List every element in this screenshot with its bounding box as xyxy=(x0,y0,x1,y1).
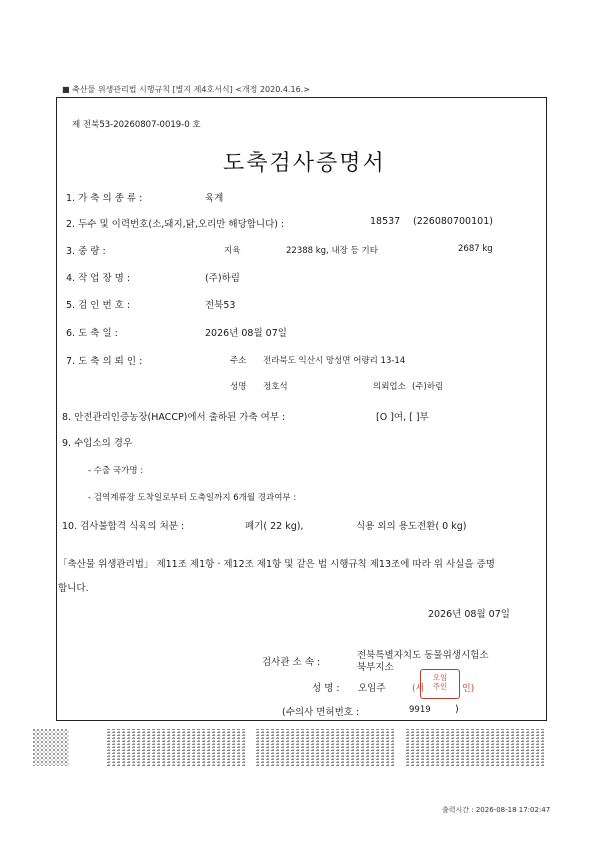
workplace-label: 4. 작 업 장 명 : xyxy=(66,273,131,284)
document-number: 제 전북53-20260807-0019-0 호 xyxy=(72,120,201,130)
inspection-stamp-number-value: 전북53 xyxy=(205,300,236,311)
slaughter-date-label: 6. 도 축 일 : xyxy=(66,328,118,339)
carcass-weight-label: 지육 xyxy=(224,246,241,256)
signature-close: 인) xyxy=(462,684,475,694)
export-country-label: - 수출 국가명 : xyxy=(88,466,144,476)
seal-text-bottom: 주인 xyxy=(432,682,448,691)
slaughter-date-value: 2026년 08월 07일 xyxy=(205,328,287,339)
client-company-label: 의뢰업소 xyxy=(373,382,406,392)
inspector-affiliation-line1: 전북특별자치도 동물위생시험소 xyxy=(357,650,489,661)
security-noise-strip xyxy=(406,729,546,766)
head-count-value: 18537 xyxy=(370,216,401,227)
vet-license-label: (수의사 면허번호 : xyxy=(282,707,360,718)
livestock-type-label: 1. 가 축 의 종 류 : xyxy=(66,193,143,204)
inspector-name-value: 오임주 xyxy=(358,683,386,694)
client-name-label: 성명 xyxy=(230,382,247,392)
conversion-weight-value: 식용 외의 용도전환( 0 kg) xyxy=(356,521,467,532)
document-title: 도축검사증명서 xyxy=(223,151,386,176)
vet-license-close: ) xyxy=(455,704,459,715)
head-count-label: 2. 두수 및 이력번호(소,돼지,닭,오리만 해당합니다) : xyxy=(66,219,285,230)
signature-open: (서 xyxy=(412,684,425,694)
haccp-label: 8. 안전관리인증농장(HACCP)에서 출하된 가축 여부 : xyxy=(62,412,286,423)
client-company-value: (주)하림 xyxy=(412,382,444,392)
weight-label: 3. 중 량 : xyxy=(66,246,106,257)
carcass-weight-value: 22388 kg, 내장 등 기타 xyxy=(286,246,378,256)
security-qr-pattern xyxy=(33,729,69,766)
haccp-answer: [O ]여, [ ]부 xyxy=(376,412,429,423)
workplace-value: (주)하림 xyxy=(205,273,240,284)
disposal-weight-value: 폐기( 22 kg), xyxy=(245,521,304,532)
inspector-affiliation-label: 검사관 소 속 : xyxy=(262,657,321,668)
vet-license-value: 9919 xyxy=(409,705,431,715)
seal-text-top: 오임 xyxy=(432,673,448,682)
certification-statement-line2: 합니다. xyxy=(58,583,89,594)
client-address-value: 전라북도 익산시 망성면 어량리 13-14 xyxy=(263,356,406,366)
inspector-affiliation-line2: 북부지소 xyxy=(357,662,394,673)
client-address-label: 주소 xyxy=(230,356,247,366)
issue-date: 2026년 08월 07일 xyxy=(428,609,510,620)
form-header-note: ■ 축산물 위생관리법 시행규칙 [별지 제4호서식] <개정 2020.4.16.> xyxy=(62,85,310,94)
livestock-type-value: 육계 xyxy=(205,193,224,204)
client-label: 7. 도 축 의 뢰 인 : xyxy=(66,356,143,367)
client-name-value: 정호석 xyxy=(263,382,288,392)
inspection-stamp-number-label: 5. 검 인 번 호 : xyxy=(66,300,131,311)
trace-number-value: (226080700101) xyxy=(413,216,493,227)
inspector-name-label: 성 명 : xyxy=(312,683,340,694)
security-noise-strip xyxy=(107,729,247,766)
certification-statement-line1: 「축산물 위생관리법」 제11조 제1항 · 제12조 제1항 및 같은 법 시행규칙 제13조에 따라 위 사실을 증명 xyxy=(58,559,495,570)
print-timestamp: 출력시간 : 2026-08-18 17:02:47 xyxy=(442,806,551,814)
import-section-label: 9. 수입소의 경우 xyxy=(62,438,133,449)
quarantine-period-label: - 검역계류장 도착일로부터 도축일까지 6개월 경과여부 : xyxy=(88,493,297,503)
security-noise-strip xyxy=(256,729,396,766)
rejected-meat-label: 10. 검사불합격 식육의 처분 : xyxy=(62,521,185,532)
official-seal-stamp xyxy=(420,669,460,699)
byproduct-weight-value: 2687 kg xyxy=(458,244,493,254)
